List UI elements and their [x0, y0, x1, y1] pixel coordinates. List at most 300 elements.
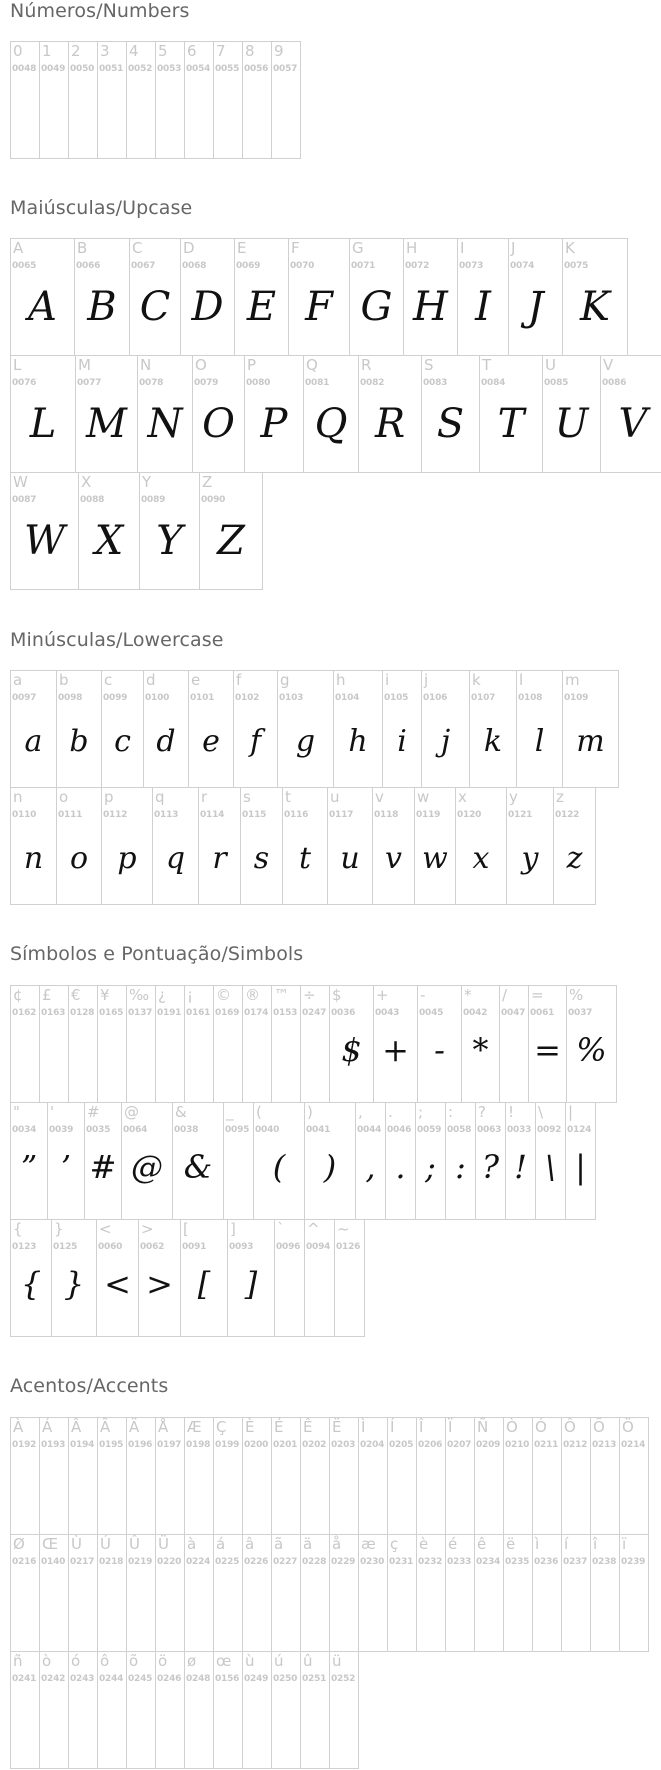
glyph-sample: H — [413, 284, 448, 330]
glyph-cell — [271, 41, 301, 159]
character-label: ô — [100, 1652, 110, 1670]
glyph-cell — [155, 1534, 185, 1652]
character-label: 5 — [158, 42, 168, 60]
character-code: 0076 — [12, 378, 37, 388]
glyph-sample: i — [397, 724, 407, 759]
character-label: 0 — [13, 42, 23, 60]
glyph-cell — [97, 985, 127, 1103]
character-label: 7 — [216, 42, 226, 60]
character-label: Ø — [13, 1535, 25, 1553]
glyph-cell — [271, 1651, 301, 1769]
glyph-cell — [10, 1534, 40, 1652]
character-code: 0231 — [389, 1557, 414, 1567]
glyph-cell — [68, 985, 98, 1103]
glyph-sample: } — [63, 1265, 85, 1303]
character-label: â — [245, 1535, 255, 1553]
character-code: 0091 — [182, 1242, 207, 1252]
glyph-cell — [10, 1102, 48, 1220]
character-code: 0103 — [279, 693, 304, 703]
glyph-cell — [542, 355, 601, 473]
character-label: Ù — [71, 1535, 82, 1553]
glyph-sample: l — [534, 724, 545, 759]
character-code: 0100 — [145, 693, 170, 703]
glyph-cell — [121, 1102, 173, 1220]
section-simbolos-e-pontuacao-simbols — [10, 943, 303, 965]
character-code: 0073 — [459, 261, 484, 271]
character-label: ; — [418, 1103, 424, 1121]
character-label: z — [556, 788, 564, 806]
character-code: 0203 — [331, 1440, 356, 1450]
character-label: ^ — [307, 1220, 320, 1238]
character-label: œ — [216, 1652, 232, 1670]
glyph-sample: > — [146, 1265, 173, 1303]
glyph-cell — [528, 985, 567, 1103]
character-label: > — [141, 1220, 154, 1238]
character-label: ø — [187, 1652, 197, 1670]
character-code: 0044 — [357, 1125, 382, 1135]
character-label: Ë — [332, 1418, 342, 1436]
glyph-cell — [300, 1417, 330, 1535]
character-code: 0070 — [290, 261, 315, 271]
glyph-sample: J — [527, 284, 544, 330]
character-label: Â — [71, 1418, 82, 1436]
character-label: M — [78, 356, 91, 374]
character-label: m — [565, 671, 580, 689]
character-code: 0052 — [128, 64, 153, 74]
character-label: f — [236, 671, 242, 689]
character-label: Z — [202, 473, 213, 491]
glyph-sample: ” — [20, 1148, 38, 1186]
character-label: ö — [158, 1652, 168, 1670]
character-label: È — [245, 1418, 255, 1436]
character-label: \ — [538, 1103, 544, 1121]
glyph-sample: T — [497, 401, 525, 447]
character-code: 0111 — [58, 810, 83, 820]
character-label: r — [201, 788, 208, 806]
glyph-sample: s — [253, 841, 270, 876]
character-label: T — [482, 356, 492, 374]
character-label: ) — [307, 1103, 313, 1121]
character-label: ÷ — [303, 986, 316, 1004]
character-label: ê — [477, 1535, 487, 1553]
glyph-cell — [445, 1534, 475, 1652]
character-code: 0207 — [447, 1440, 472, 1450]
character-label: Ï — [448, 1418, 453, 1436]
glyph-sample: = — [534, 1031, 561, 1069]
glyph-sample: # — [89, 1148, 117, 1186]
character-label: Á — [42, 1418, 53, 1436]
glyph-cell — [152, 787, 199, 905]
glyph-cell — [561, 1534, 591, 1652]
glyph-cell — [387, 1417, 417, 1535]
glyph-sample: C — [139, 284, 171, 330]
character-code: 0169 — [215, 1008, 240, 1018]
character-code: 0140 — [41, 1557, 66, 1567]
glyph-cell — [506, 787, 554, 905]
character-code: 0236 — [534, 1557, 559, 1567]
character-code: 0085 — [544, 378, 569, 388]
character-code: 0094 — [306, 1242, 331, 1252]
glyph-cell — [562, 670, 619, 788]
glyph-cell — [561, 1417, 591, 1535]
glyph-sample: r — [212, 841, 227, 876]
character-code: 0113 — [154, 810, 179, 820]
glyph-sample: f — [249, 724, 262, 759]
character-label: î — [593, 1535, 598, 1553]
character-label: C — [132, 239, 143, 257]
glyph-cell — [227, 1219, 275, 1337]
glyph-cell — [244, 355, 304, 473]
character-label: Ì — [361, 1418, 366, 1436]
glyph-cell — [327, 787, 373, 905]
glyph-sample: d — [156, 724, 176, 759]
glyph-cell — [172, 1102, 224, 1220]
glyph-cell — [213, 1417, 243, 1535]
glyph-cell — [126, 985, 156, 1103]
character-label: y — [509, 788, 518, 806]
character-label: } — [54, 1220, 64, 1238]
character-code: 0230 — [360, 1557, 385, 1567]
character-label: ! — [508, 1103, 515, 1121]
glyph-cell — [455, 787, 507, 905]
glyph-cell — [10, 787, 57, 905]
glyph-cell — [56, 787, 102, 905]
character-label: N — [140, 356, 152, 374]
glyph-cell — [10, 1651, 40, 1769]
character-code: 0200 — [244, 1440, 269, 1450]
character-label: I — [460, 239, 465, 257]
glyph-sample: o — [69, 841, 89, 876]
glyph-cell — [474, 1417, 504, 1535]
glyph-cell — [138, 1219, 181, 1337]
character-label: ã — [274, 1535, 284, 1553]
character-code: 0161 — [186, 1008, 211, 1018]
glyph-cell — [300, 1534, 330, 1652]
character-label: e — [191, 671, 201, 689]
glyph-sample: < — [104, 1265, 131, 1303]
character-code: 0247 — [302, 1008, 327, 1018]
glyph-cell — [358, 1534, 388, 1652]
glyph-cell — [253, 1102, 305, 1220]
character-label: d — [146, 671, 156, 689]
character-code: 0137 — [128, 1008, 153, 1018]
character-label: À — [13, 1418, 24, 1436]
glyph-cell — [68, 1534, 98, 1652]
character-code: 0114 — [200, 810, 225, 820]
glyph-cell — [39, 985, 69, 1103]
glyph-sample: A — [28, 284, 57, 330]
character-label: [ — [183, 1220, 189, 1238]
glyph-cell — [414, 787, 456, 905]
character-code: 0198 — [186, 1440, 211, 1450]
character-code: 0054 — [186, 64, 211, 74]
glyph-cell — [445, 1417, 475, 1535]
character-code: 0174 — [244, 1008, 269, 1018]
character-code: 0092 — [537, 1125, 562, 1135]
character-label: ¿ — [158, 986, 166, 1004]
character-code: 0205 — [389, 1440, 414, 1450]
glyph-sample: c — [114, 724, 131, 759]
character-label: t — [285, 788, 291, 806]
glyph-cell — [56, 670, 102, 788]
character-label: Ô — [564, 1418, 576, 1436]
glyph-sample: I — [475, 284, 491, 330]
character-label: U — [545, 356, 556, 374]
glyph-cell — [213, 985, 243, 1103]
character-code: 0082 — [360, 378, 385, 388]
glyph-cell — [457, 238, 509, 356]
character-code: 0061 — [530, 1008, 555, 1018]
glyph-cell — [415, 1102, 446, 1220]
character-code: 0050 — [70, 64, 95, 74]
glyph-sample: h — [348, 724, 368, 759]
glyph-cell — [565, 1102, 596, 1220]
character-code: 0128 — [70, 1008, 95, 1018]
glyph-cell — [184, 41, 214, 159]
character-code: 0093 — [229, 1242, 254, 1252]
glyph-cell — [242, 985, 272, 1103]
character-code: 0062 — [140, 1242, 165, 1252]
glyph-cell — [240, 787, 283, 905]
glyph-cell — [192, 355, 245, 473]
glyph-sample: & — [183, 1148, 213, 1186]
glyph-cell — [566, 985, 617, 1103]
glyph-sample: - — [434, 1031, 445, 1069]
character-code: 0105 — [384, 693, 409, 703]
character-code: 0212 — [563, 1440, 588, 1450]
character-code: 0249 — [244, 1674, 269, 1684]
glyph-cell — [271, 1417, 301, 1535]
glyph-sample: p — [117, 841, 137, 876]
glyph-cell — [68, 1417, 98, 1535]
character-label: = — [531, 986, 544, 1004]
character-code: 0084 — [481, 378, 506, 388]
character-label: % — [569, 986, 584, 1004]
glyph-cell — [10, 41, 40, 159]
glyph-cell — [505, 1102, 536, 1220]
glyph-cell — [474, 1534, 504, 1652]
glyph-cell — [562, 238, 628, 356]
character-code: 0072 — [405, 261, 430, 271]
glyph-cell — [39, 1417, 69, 1535]
character-label: 8 — [245, 42, 255, 60]
glyph-cell — [10, 670, 57, 788]
character-label: J — [511, 239, 516, 257]
glyph-sample: B — [87, 284, 117, 330]
character-code: 0042 — [463, 1008, 488, 1018]
glyph-sample: x — [472, 841, 490, 876]
glyph-cell — [143, 670, 189, 788]
glyph-sample: \ — [545, 1148, 556, 1186]
character-code: 0206 — [418, 1440, 443, 1450]
character-label: + — [376, 986, 389, 1004]
character-code: 0197 — [157, 1440, 182, 1450]
character-label: A — [13, 239, 24, 257]
glyph-cell — [300, 985, 330, 1103]
character-label: n — [13, 788, 23, 806]
character-label: õ — [129, 1652, 139, 1670]
glyph-cell — [75, 355, 138, 473]
glyph-cell — [242, 41, 272, 159]
glyph-sample: , — [365, 1148, 376, 1186]
character-label: E — [237, 239, 247, 257]
glyph-sample: n — [23, 841, 44, 876]
character-label: x — [458, 788, 467, 806]
glyph-cell — [461, 985, 500, 1103]
character-label: £ — [42, 986, 52, 1004]
character-code: 0229 — [331, 1557, 356, 1567]
character-code: 0109 — [564, 693, 589, 703]
character-code: 0211 — [534, 1440, 559, 1450]
character-code: 0068 — [182, 261, 207, 271]
glyph-cell — [516, 670, 563, 788]
section-acentos-accents — [10, 1375, 168, 1397]
character-label: ä — [303, 1535, 313, 1553]
glyph-cell — [84, 1102, 122, 1220]
character-code: 0225 — [215, 1557, 240, 1567]
character-code: 0080 — [246, 378, 271, 388]
glyph-cell — [68, 41, 98, 159]
character-label: ç — [390, 1535, 399, 1553]
character-label: X — [81, 473, 92, 491]
character-code: 0125 — [53, 1242, 78, 1252]
character-code: 0057 — [273, 64, 298, 74]
character-label: i — [385, 671, 390, 689]
character-code: 0227 — [273, 1557, 298, 1567]
glyph-sample: M — [86, 401, 127, 447]
glyph-cell — [97, 1417, 127, 1535]
glyph-cell — [403, 238, 458, 356]
character-label: l — [519, 671, 524, 689]
glyph-cell — [334, 1219, 365, 1337]
character-label: ù — [245, 1652, 255, 1670]
glyph-cell — [101, 670, 144, 788]
character-label: p — [104, 788, 114, 806]
character-code: 0219 — [128, 1557, 153, 1567]
glyph-cell — [590, 1534, 620, 1652]
character-label: Ñ — [477, 1418, 489, 1436]
character-code: 0060 — [98, 1242, 123, 1252]
character-label: ó — [71, 1652, 81, 1670]
character-code: 0083 — [423, 378, 448, 388]
character-label: è — [419, 1535, 429, 1553]
character-label: F — [291, 239, 300, 257]
character-label: ( — [256, 1103, 262, 1121]
character-label: O — [195, 356, 207, 374]
section-minusculas-lowercase — [10, 629, 224, 651]
character-label: Ã — [100, 1418, 111, 1436]
glyph-cell — [553, 787, 596, 905]
character-code: 0115 — [242, 810, 267, 820]
character-code: 0055 — [215, 64, 240, 74]
character-code: 0213 — [592, 1440, 617, 1450]
character-label: 4 — [129, 42, 139, 60]
character-label: $ — [332, 986, 342, 1004]
character-label: û — [303, 1652, 313, 1670]
glyph-cell — [39, 41, 69, 159]
glyph-sample: ( — [272, 1148, 286, 1186]
glyph-sample: V — [618, 401, 648, 447]
character-label: Å — [158, 1418, 169, 1436]
character-code: 0039 — [49, 1125, 74, 1135]
character-label: Ê — [303, 1418, 313, 1436]
character-label: Û — [129, 1535, 140, 1553]
glyph-cell — [180, 238, 235, 356]
character-code: 0078 — [139, 378, 164, 388]
character-code: 0033 — [507, 1125, 532, 1135]
character-label: Õ — [593, 1418, 605, 1436]
glyph-cell — [445, 1102, 476, 1220]
glyph-cell — [184, 1417, 214, 1535]
character-code: 0086 — [602, 378, 627, 388]
character-code: 0121 — [508, 810, 533, 820]
character-label: ~ — [337, 1220, 350, 1238]
glyph-sample: D — [191, 284, 224, 330]
glyph-cell — [213, 41, 243, 159]
glyph-cell — [101, 787, 153, 905]
character-label: ™ — [274, 986, 289, 1004]
character-code: 0238 — [592, 1557, 617, 1567]
character-code: 0099 — [103, 693, 128, 703]
glyph-sample: g — [295, 724, 316, 759]
glyph-cell — [503, 1417, 533, 1535]
glyph-cell — [242, 1417, 272, 1535]
character-label: s — [243, 788, 251, 806]
character-code: 0217 — [70, 1557, 95, 1567]
character-code: 0165 — [99, 1008, 124, 1018]
character-label: # — [87, 1103, 100, 1121]
glyph-cell — [213, 1534, 243, 1652]
character-code: 0246 — [157, 1674, 182, 1684]
glyph-sample: w — [422, 841, 448, 876]
glyph-cell — [503, 1534, 533, 1652]
glyph-sample: R — [374, 401, 406, 447]
character-code: 0089 — [141, 495, 166, 505]
glyph-sample: G — [360, 284, 393, 330]
glyph-cell — [349, 238, 404, 356]
character-code: 0191 — [157, 1008, 182, 1018]
character-code: 0087 — [12, 495, 37, 505]
character-label: & — [175, 1103, 187, 1121]
character-label: * — [464, 986, 472, 1004]
character-code: 0220 — [157, 1557, 182, 1567]
character-label: b — [59, 671, 69, 689]
glyph-cell — [199, 472, 263, 590]
glyph-cell — [304, 1219, 335, 1337]
glyph-cell — [304, 1102, 356, 1220]
character-label: É — [274, 1418, 284, 1436]
glyph-cell — [155, 41, 185, 159]
character-label: ¥ — [100, 986, 110, 1004]
glyph-sample: @ — [131, 1148, 163, 1186]
character-label: ¢ — [13, 986, 23, 1004]
character-code: 0201 — [273, 1440, 298, 1450]
glyph-sample: F — [305, 284, 333, 330]
glyph-sample: m — [576, 724, 605, 759]
character-code: 0063 — [477, 1125, 502, 1135]
character-code: 0234 — [476, 1557, 501, 1567]
glyph-cell — [333, 670, 383, 788]
character-code: 0041 — [306, 1125, 331, 1135]
glyph-sample: q — [165, 841, 186, 876]
character-code: 0047 — [501, 1008, 526, 1018]
character-code: 0123 — [12, 1242, 37, 1252]
section-title: Números/Numbers — [10, 0, 190, 22]
glyph-cell — [288, 238, 350, 356]
character-code: 0112 — [103, 810, 128, 820]
character-code: 0035 — [86, 1125, 111, 1135]
section-maiusculas-upcase — [10, 197, 192, 219]
